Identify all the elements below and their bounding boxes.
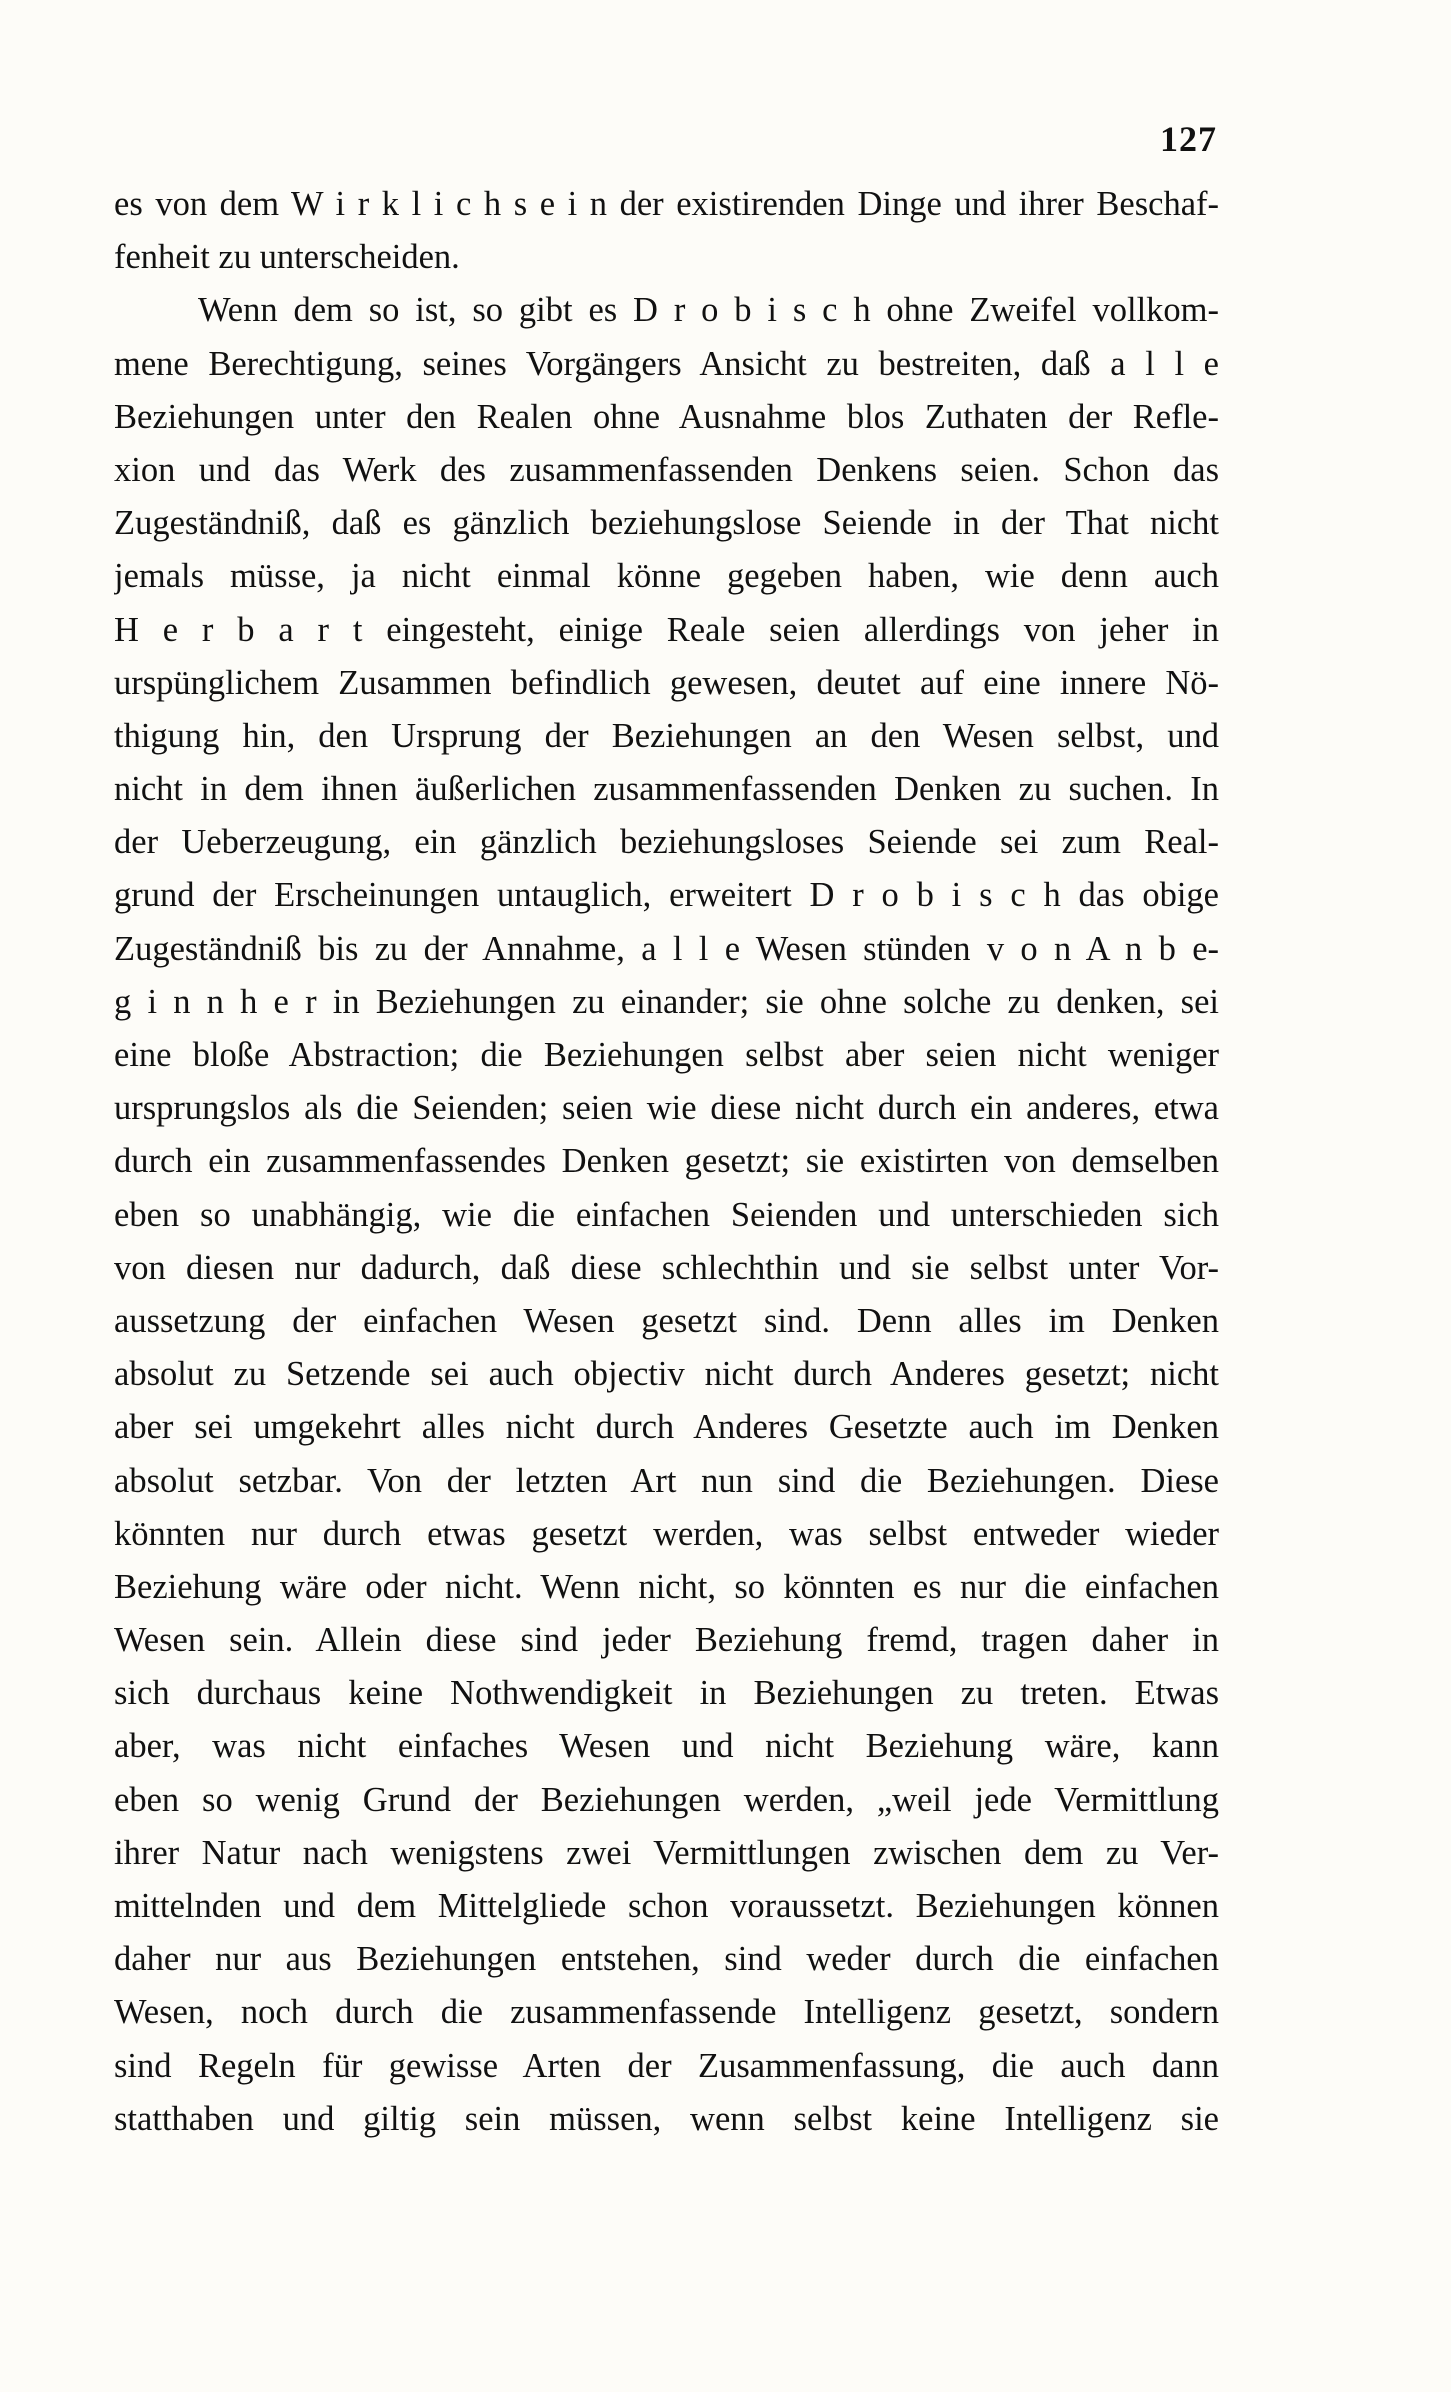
text-line: statthaben und giltig sein müssen, wenn selbst keine Intelligenz sie	[114, 2099, 1219, 2138]
text-line: eben so wenig Grund der Beziehungen werden, „weil jede Vermittlung	[114, 1780, 1219, 1819]
text-line: Zugeständniß, daß es gänzlich beziehungslose Seiende in der That nicht	[114, 504, 1219, 543]
text-line: eben so unabhängig, wie die einfachen Seienden und unterschieden sich	[114, 1195, 1219, 1234]
text-line: könnten nur durch etwas gesetzt werden, was selbst entweder wieder	[114, 1514, 1219, 1553]
text-line: xion und das Werk des zusammenfassenden Denkens seien. Schon das	[114, 450, 1219, 489]
text-line: aussetzung der einfachen Wesen gesetzt sind. Denn alles im Denken	[114, 1301, 1219, 1340]
text-line: Zugeständniß bis zu der Annahme, a l l e Wesen stünden v o n A n b e-	[114, 929, 1219, 968]
text-line: grund der Erscheinungen untauglich, erweitert D r o b i s c h das obige	[114, 876, 1219, 915]
text-line: Wesen sein. Allein diese sind jeder Beziehung fremd, tragen daher in	[114, 1621, 1219, 1660]
text-line: aber sei umgekehrt alles nicht durch Anderes Gesetzte auch im Denken	[114, 1408, 1219, 1447]
text-line: ursprungslos als die Seienden; seien wie diese nicht durch ein anderes, etwa	[114, 1089, 1219, 1128]
text-line: Beziehung wäre oder nicht. Wenn nicht, so könnten es nur die einfachen	[114, 1567, 1219, 1606]
text-line: daher nur aus Beziehungen entstehen, sind weder durch die einfachen	[114, 1940, 1219, 1979]
text-line: mene Berechtigung, seines Vorgängers Ansicht zu bestreiten, daß a l l e	[114, 344, 1219, 383]
text-line: mittelnden und dem Mittelgliede schon voraussetzt. Beziehungen können	[114, 1887, 1219, 1925]
text-line: fenheit zu unterscheiden.	[114, 238, 460, 277]
text-line: ihrer Natur nach wenigstens zwei Vermittlungen zwischen dem zu Ver-	[114, 1833, 1219, 1872]
text-line: absolut zu Setzende sei auch objectiv nicht durch Anderes gesetzt; nicht	[114, 1355, 1219, 1394]
text-line: thigung hin, den Ursprung der Beziehungen an den Wesen selbst, und	[114, 716, 1219, 755]
text-line: es von dem W i r k l i c h s e i n der existirenden Dinge und ihrer Beschaf-	[114, 185, 1219, 223]
text-line: sind Regeln für gewisse Arten der Zusammenfassung, die auch dann	[114, 2046, 1219, 2085]
text-line: Wesen, noch durch die zusammenfassende Intelligenz gesetzt, sondern	[114, 1993, 1219, 2032]
text-line: urspünglichem Zusammen befindlich gewesen, deutet auf eine innere Nö-	[114, 663, 1219, 702]
text-line: durch ein zusammenfassendes Denken gesetzt; sie existirten von demselben	[114, 1142, 1219, 1181]
text-line: nicht in dem ihnen äußerlichen zusammenfassenden Denken zu suchen. In	[114, 770, 1219, 809]
text-line: absolut setzbar. Von der letzten Art nun sind die Beziehungen. Diese	[114, 1461, 1219, 1500]
text-line: g i n n h e r in Beziehungen zu einander; sie ohne solche zu denken, sei	[114, 982, 1219, 1021]
text-line: Wenn dem so ist, so gibt es D r o b i s c h ohne Zweifel vollkom-	[198, 291, 1219, 330]
text-line: sich durchaus keine Nothwendigkeit in Beziehungen zu treten. Etwas	[114, 1674, 1219, 1713]
text-line: jemals müsse, ja nicht einmal könne gegeben haben, wie denn auch	[114, 557, 1219, 596]
text-line: Beziehungen unter den Realen ohne Ausnahme blos Zuthaten der Refle-	[114, 397, 1219, 436]
text-line: von diesen nur dadurch, daß diese schlechthin und sie selbst unter Vor-	[114, 1248, 1219, 1287]
text-line: eine bloße Abstraction; die Beziehungen selbst aber seien nicht weniger	[114, 1036, 1219, 1074]
text-line: H e r b a r t eingesteht, einige Reale seien allerdings von jeher in	[114, 610, 1219, 649]
text-line: der Ueberzeugung, ein gänzlich beziehungsloses Seiende sei zum Real-	[114, 823, 1219, 862]
text-line: aber, was nicht einfaches Wesen und nicht Beziehung wäre, kann	[114, 1727, 1219, 1766]
body-text	[114, 178, 1219, 2146]
page-number: 127	[1160, 119, 1217, 159]
